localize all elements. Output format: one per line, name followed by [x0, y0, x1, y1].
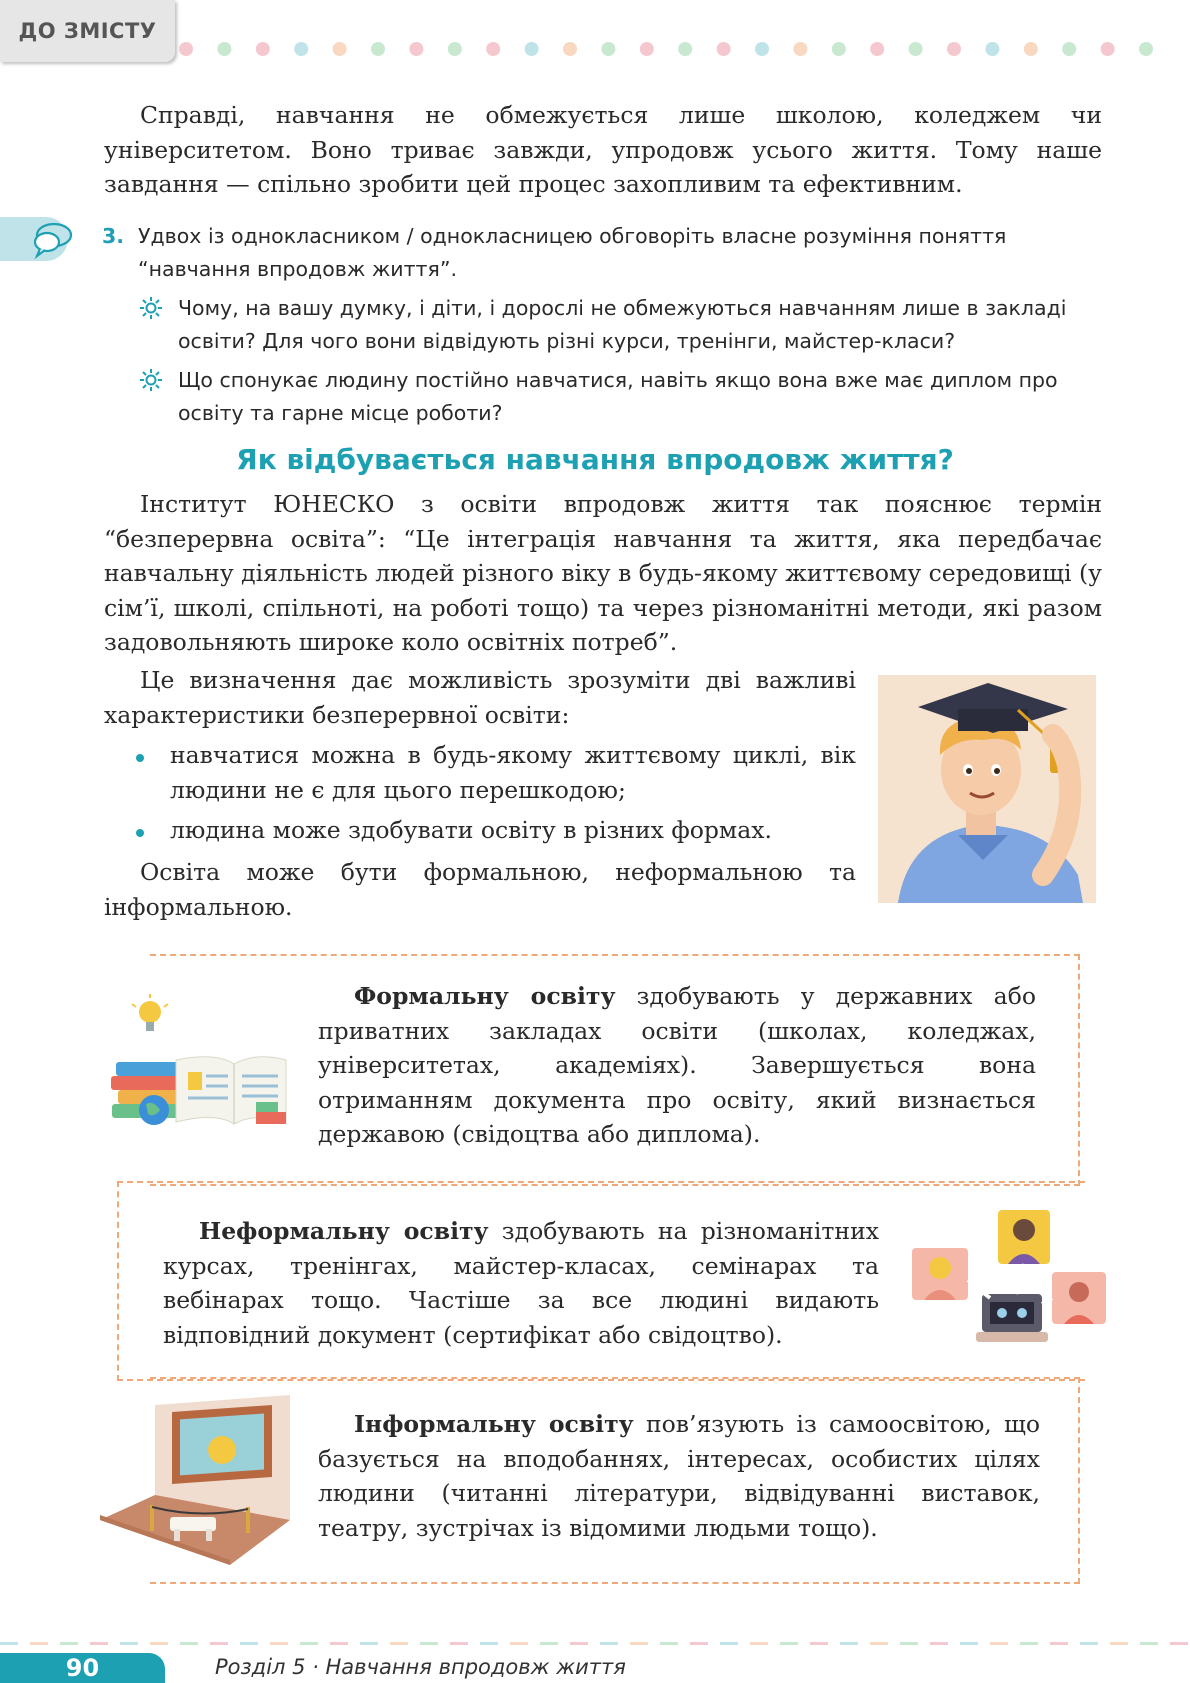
decorative-dash	[90, 1642, 108, 1645]
decorative-dot	[1101, 42, 1115, 56]
bullet-item: людина може здобувати освіту в різних формах.	[170, 816, 772, 844]
decorative-dash	[0, 1642, 18, 1645]
decorative-dot	[525, 42, 539, 56]
section-heading: Як відбувається навчання впродовж життя?	[236, 443, 954, 476]
decorative-dash	[900, 1642, 918, 1645]
decorative-dot	[179, 42, 193, 56]
decorative-dash	[570, 1642, 588, 1645]
decorative-dash	[1050, 1642, 1068, 1645]
decorative-dash	[480, 1642, 498, 1645]
decorative-dash	[390, 1642, 408, 1645]
decorative-dash	[720, 1642, 738, 1645]
decorative-dash	[30, 1642, 48, 1645]
decorative-dash	[240, 1642, 258, 1645]
decorative-dot	[1062, 42, 1076, 56]
decorative-dot	[217, 42, 231, 56]
decorative-dot	[755, 42, 769, 56]
decorative-dash	[210, 1642, 228, 1645]
question-item: Що спонукає людину постійно навчатися, навіть якщо вона вже має диплом про освіту та гарне місце роботи?	[178, 368, 1058, 425]
decorative-dash	[690, 1642, 708, 1645]
informal-education-term: Інформальну освіту	[354, 1410, 634, 1438]
decorative-dash	[540, 1642, 558, 1645]
decorative-dot	[256, 42, 270, 56]
decorative-dash	[1170, 1642, 1188, 1645]
decorative-dot	[601, 42, 615, 56]
bullet-item: навчатися можна в будь-якому життєвому циклі, вік людини не є для цього перешкодою;	[170, 741, 856, 804]
decorative-dot	[985, 42, 999, 56]
page-number: 90	[0, 1653, 165, 1683]
chat-bubbles-icon	[30, 220, 74, 260]
sun-bullet-icon	[140, 297, 162, 319]
informal-education-text: Інформальну освіту пов’язують із самоосвітою, що базується на вподобаннях, інтересах, особистих цілях людини (читанні літератури, відвідуванні виставок, театру, зустрічах із відомими людьми тощо).	[318, 1410, 1040, 1542]
decorative-dash	[330, 1642, 348, 1645]
decorative-dot	[678, 42, 692, 56]
decorative-dot	[294, 42, 308, 56]
characteristics-intro: Це визначення дає можливість зрозуміти дві важливі характеристики безперервної освіти:	[104, 666, 856, 729]
decorative-dash	[990, 1642, 1008, 1645]
decorative-dash	[1080, 1642, 1098, 1645]
decorative-dash	[660, 1642, 678, 1645]
nonformal-education-text: Неформальну освіту здобувають на різноманітних курсах, тренінгах, майстер-класах, семінарах та вебінарах тощо. Частіше за все людині видають відповідний документ (сертифікат або свідоцтво).	[163, 1217, 879, 1349]
decorative-dash	[870, 1642, 888, 1645]
task-text: Удвох із однокласником / однокласницею обговоріть власне розуміння поняття “навчання впродовж життя”.	[138, 224, 1007, 281]
decorative-dash	[780, 1642, 798, 1645]
question-item: Чому, на вашу думку, і діти, і дорослі не обмежуються навчанням лише в закладі освіти? Для чого вони відвідують різні курси, тренінги, майстер-класи?	[178, 296, 1067, 353]
decorative-dot	[1024, 42, 1038, 56]
decorative-dot	[793, 42, 807, 56]
footer-section-title: Розділ 5 · Навчання впродовж життя	[215, 1655, 626, 1679]
decorative-dash	[360, 1642, 378, 1645]
decorative-dash	[450, 1642, 468, 1645]
sun-bullet-icon	[140, 369, 162, 391]
decorative-dot	[486, 42, 500, 56]
decorative-dash	[960, 1642, 978, 1645]
online-meeting-illustration	[912, 1210, 1112, 1350]
decorative-dash	[150, 1642, 168, 1645]
task-number: 3.	[102, 224, 125, 248]
decorative-dot	[717, 42, 731, 56]
nonformal-education-term: Неформальну освіту	[199, 1217, 489, 1245]
graduate-student-illustration	[878, 675, 1096, 903]
decorative-dot	[909, 42, 923, 56]
museum-gallery-illustration	[100, 1395, 294, 1565]
decorative-dot-row	[178, 41, 1183, 57]
decorative-dot	[409, 42, 423, 56]
decorative-dot	[1139, 42, 1153, 56]
decorative-dash	[810, 1642, 828, 1645]
footer-dashed-line	[0, 1642, 1190, 1646]
bullet-dot	[136, 754, 144, 762]
education-forms-paragraph: Освіта може бути формальною, неформальною та інформальною.	[104, 858, 856, 921]
books-lightbulb-illustration	[106, 992, 292, 1132]
decorative-dash	[630, 1642, 648, 1645]
decorative-dash	[300, 1642, 318, 1645]
decorative-dash	[270, 1642, 288, 1645]
decorative-dash	[1110, 1642, 1128, 1645]
decorative-dot	[333, 42, 347, 56]
decorative-dash	[1140, 1642, 1158, 1645]
formal-education-text: Формальну освіту здобувають у державних або приватних закладах освіти (школах, коледжах, університетах, академіях). Завершується вона отриманням документа про освіту, який визнається державою (свідоцтва або диплома).	[318, 982, 1036, 1148]
decorative-dash	[930, 1642, 948, 1645]
decorative-dash	[420, 1642, 438, 1645]
bullet-dot	[136, 829, 144, 837]
decorative-dot	[371, 42, 385, 56]
decorative-dash	[60, 1642, 78, 1645]
decorative-dash	[600, 1642, 618, 1645]
decorative-dot	[832, 42, 846, 56]
decorative-dash	[510, 1642, 528, 1645]
decorative-dash	[840, 1642, 858, 1645]
decorative-dash	[180, 1642, 198, 1645]
formal-education-term: Формальну освіту	[354, 982, 616, 1010]
decorative-dot	[448, 42, 462, 56]
decorative-dot	[947, 42, 961, 56]
decorative-dot	[563, 42, 577, 56]
decorative-dot	[640, 42, 654, 56]
decorative-dash	[120, 1642, 138, 1645]
decorative-dash	[1020, 1642, 1038, 1645]
unesco-definition-paragraph: Інститут ЮНЕСКО з освіти впродовж життя так пояснює термін “безперервна освіта”: “Це інтеграція навчання та життя, яка передбачає навчальну діяльність людей різного віку в будь-якому життєвому середовищі (у сім’ї, школі, спільноті, на роботі тощо) та через різноманітні методи, які разом задовольняють широке коло освітніх потреб”.	[104, 490, 1102, 656]
contents-link[interactable]: ДО ЗМІСТУ	[0, 0, 175, 62]
intro-paragraph: Справді, навчання не обмежується лише школою, коледжем чи університетом. Воно триває завжди, упродовж усього життя. Тому наше завдання — спільно зробити цей процес захопливим та ефективним.	[104, 101, 1102, 198]
decorative-dot	[870, 42, 884, 56]
decorative-dash	[750, 1642, 768, 1645]
